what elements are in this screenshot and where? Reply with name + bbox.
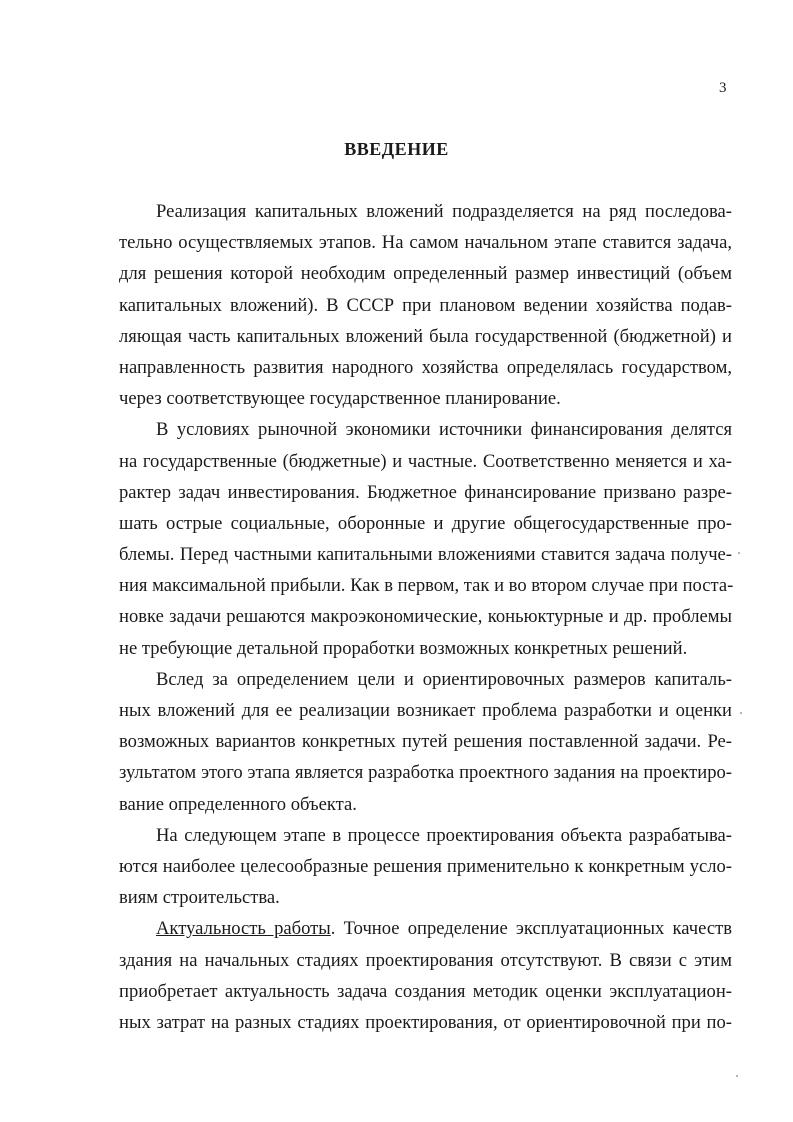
text-line: через соответствующее государственное планирование. [119,388,561,410]
text-line: Реализация капитальных вложений подразделяется на ряд последова- [156,201,732,222]
paragraph-1 [119,196,732,414]
page-title: ВВЕДЕНИЕ [344,139,449,159]
text-line: На следующем этапе в процессе проектирования объекта разрабатыва- [156,824,732,846]
text-line: приобретает актуальность задача создания методик оценки эксплуатацион- [119,980,732,1002]
paragraph-2 [119,414,732,664]
text-line: ния максимальной прибыли. Как в первом, так и во втором случае при поста- [119,575,734,597]
text-line [119,913,732,944]
paragraph-5 [119,913,732,1038]
text-line: виям строительства. [119,887,280,909]
text-line: для решения которой необходим определенный размер инвестиций (объем [119,263,732,285]
text-line: новке задачи решаются макроэкономические, коньюктурные и др. проблемы [119,606,732,628]
text-line: капитальных вложений). В СССР при плановом ведении хозяйства подав- [119,294,732,316]
text-line: направленность развития народного хозяйства определялась государством, [119,356,732,378]
text-line: шать острые социальные, оборонные и другие общегосударственные про- [119,512,732,534]
text-line: ных затрат на разных стадиях проектирования, от ориентировочной при по- [119,1011,732,1033]
text-line: здания на начальных стадиях проектирования отсутствуют. В связи с этим [119,949,732,971]
text-line: на государственные (бюджетные) и частные. Соответственно меняется и ха- [119,450,732,472]
text-line: ляющая часть капитальных вложений была государственной (бюджетной) и [119,325,732,347]
paragraph-3 [119,664,732,820]
scan-speck [738,552,740,554]
text-fragment: . Точное определение эксплуатационных качеств [330,918,732,940]
page-number: 3 [719,80,727,96]
text-line: зультатом этого этапа является разработка проектного задания на проектиро- [119,762,732,784]
scan-speck [736,1075,738,1077]
text-line: блемы. Перед частными капитальными вложениями ставится задача получе- [119,544,732,566]
text-line: ются наиболее целесообразные решения применительно к конкретным усло- [119,855,732,877]
document-body [119,196,732,1038]
text-line: ных вложений для ее реализации возникает проблема разработки и оценки [119,700,732,721]
text-line: не требующие детальной проработки возможных конкретных решений. [119,637,688,659]
section-label: Актуальность работы [156,918,331,940]
paragraph-4 [119,820,732,914]
text-line: вание определенного объекта. [119,793,357,815]
text-line: возможных вариантов конкретных путей решения поставленной задачи. Ре- [119,731,732,753]
text-line: тельно осуществляемых этапов. На самом начальном этапе ставится задача, [119,232,732,254]
text-line: рактер задач инвестирования. Бюджетное финансирование призвано разре- [119,481,732,503]
scan-speck [740,712,742,714]
text-line: В условиях рыночной экономики источники финансирования делятся [156,419,732,441]
text-line: Вслед за определением цели и ориентировочных размеров капиталь- [156,668,732,690]
